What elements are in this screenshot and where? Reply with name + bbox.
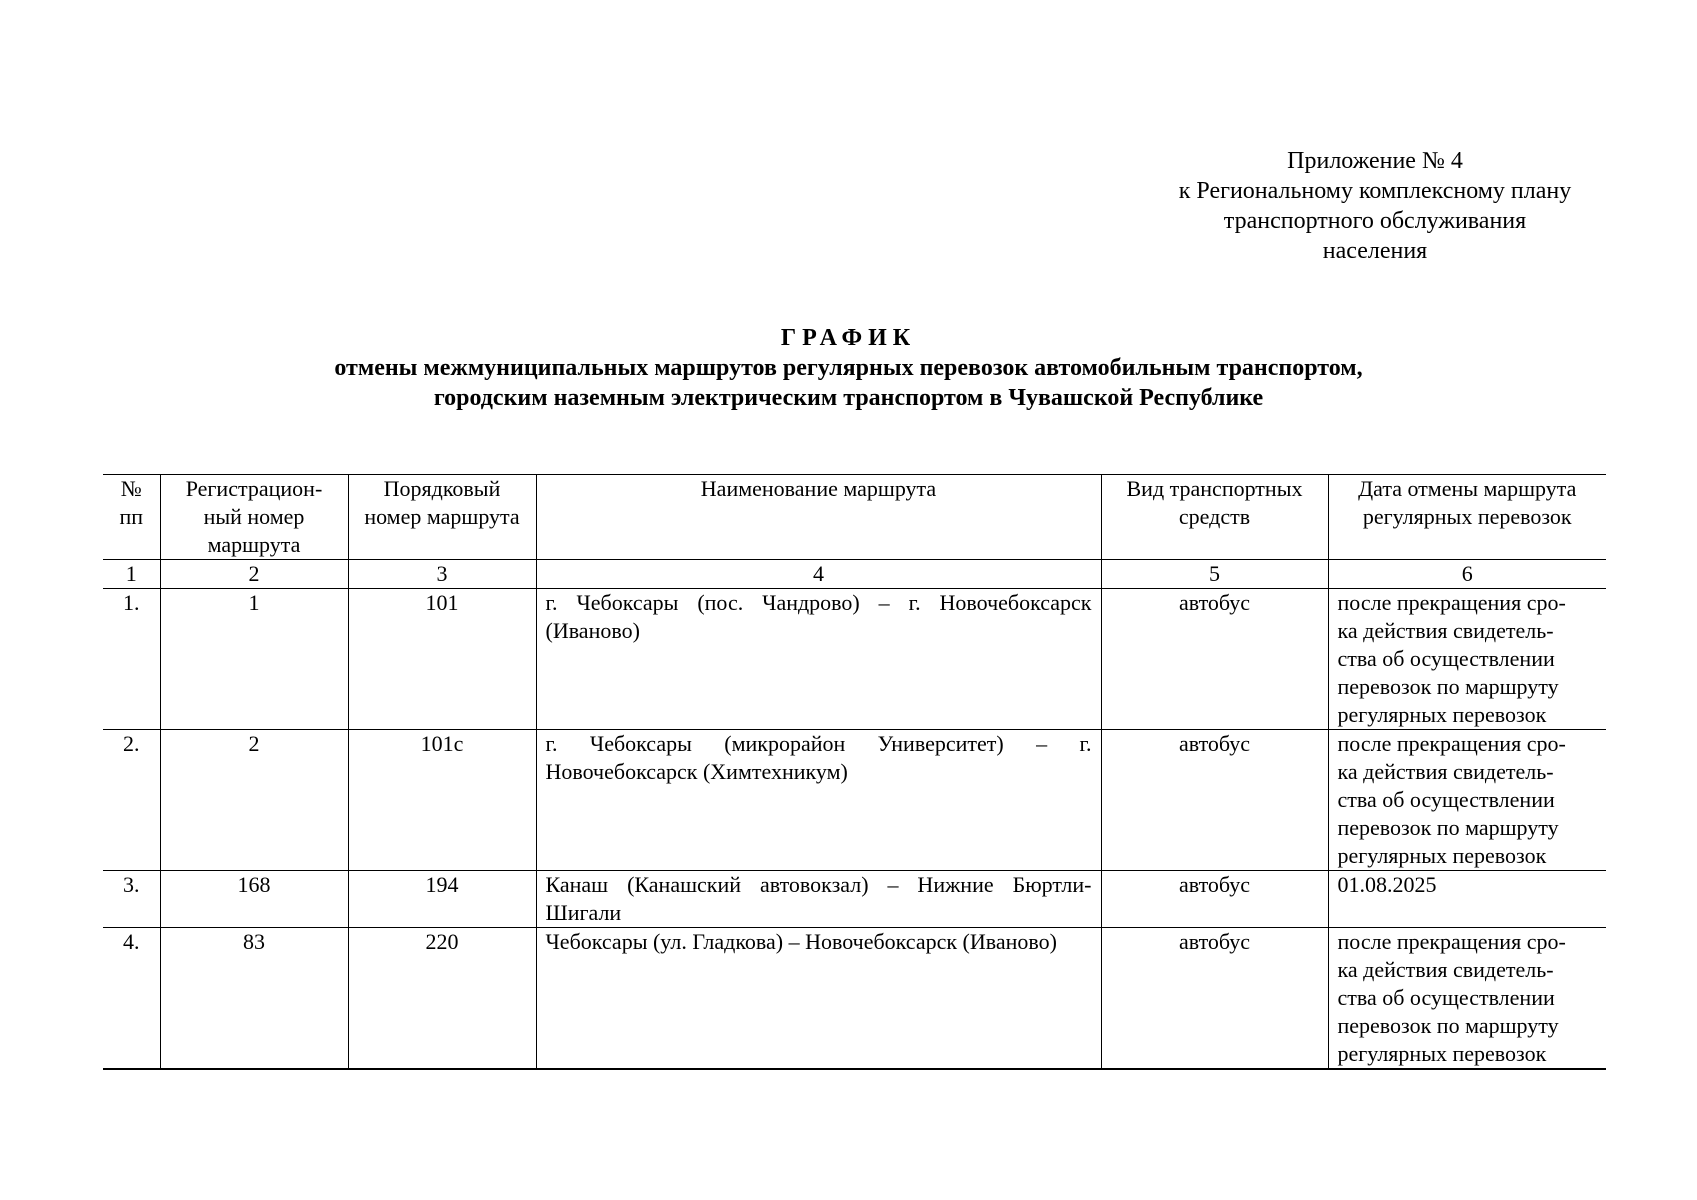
subtitle-line: городским наземным электрическим транспортом в Чувашской Республике bbox=[433, 385, 1264, 411]
column-number-row bbox=[103, 560, 1606, 589]
vehicle-type: автобус bbox=[1101, 928, 1328, 1070]
column-number: 1 bbox=[103, 560, 160, 589]
registration-number: 83 bbox=[160, 928, 348, 1070]
table-row bbox=[103, 730, 1606, 871]
order-number: 220 bbox=[348, 928, 536, 1070]
document-subtitle bbox=[0, 353, 1697, 413]
order-number: 194 bbox=[348, 871, 536, 928]
route-name: г. Чебоксары (микрорайон Университет) – г. Новочебоксарск (Химтехникум) bbox=[536, 730, 1101, 871]
row-number: 2. bbox=[103, 730, 160, 871]
row-number: 3. bbox=[103, 871, 160, 928]
column-number: 5 bbox=[1101, 560, 1328, 589]
appendix-line: к Региональному комплексному плану bbox=[1178, 178, 1572, 204]
route-name: г. Чебоксары (пос. Чандрово) – г. Новочебоксарск (Иваново) bbox=[536, 589, 1101, 730]
order-number: 101с bbox=[348, 730, 536, 871]
registration-number: 1 bbox=[160, 589, 348, 730]
order-number: 101 bbox=[348, 589, 536, 730]
route-name: Канаш (Канашский автовокзал) – Нижние Бюртли-Шигали bbox=[536, 871, 1101, 928]
column-number: 4 bbox=[536, 560, 1101, 589]
header-cell-cancellation-date: Дата отмены маршрута регулярных перевозок bbox=[1328, 475, 1606, 560]
vehicle-type: автобус bbox=[1101, 871, 1328, 928]
header-cell-number: № пп bbox=[103, 475, 160, 560]
row-number: 1. bbox=[103, 589, 160, 730]
column-number: 2 bbox=[160, 560, 348, 589]
cancellation-date: после прекращения сро- ка действия свидетель- ства об осуществлении перевозок по маршруту регулярных перевозок bbox=[1328, 928, 1606, 1070]
vehicle-type: автобус bbox=[1101, 589, 1328, 730]
subtitle-line: отмены межмуниципальных маршрутов регулярных перевозок автомобильным транспортом, bbox=[334, 355, 1363, 381]
document-heading bbox=[0, 323, 1697, 413]
registration-number: 2 bbox=[160, 730, 348, 871]
header-cell-registration-number: Регистрацион-ный номер маршрута bbox=[160, 475, 348, 560]
vehicle-type: автобус bbox=[1101, 730, 1328, 871]
route-name: Чебоксары (ул. Гладкова) – Новочебоксарск (Иваново) bbox=[536, 928, 1101, 1070]
appendix-line: населения bbox=[1322, 238, 1428, 264]
header-cell-route-name: Наименование маршрута bbox=[536, 475, 1101, 560]
appendix-line: Приложение № 4 bbox=[1287, 148, 1463, 174]
table-header-row bbox=[103, 475, 1606, 560]
cancellation-date: после прекращения сро- ка действия свидетель- ства об осуществлении перевозок по маршруту регулярных перевозок bbox=[1328, 730, 1606, 871]
header-cell-vehicle-type: Вид транспортных средств bbox=[1101, 475, 1328, 560]
document-title: ГРАФИК bbox=[780, 325, 917, 351]
appendix-line: транспортного обслуживания bbox=[1223, 208, 1527, 234]
cancellation-date: 01.08.2025 bbox=[1328, 871, 1606, 928]
cancellation-schedule-table bbox=[103, 474, 1606, 1070]
registration-number: 168 bbox=[160, 871, 348, 928]
table-row bbox=[103, 871, 1606, 928]
table-row bbox=[103, 928, 1606, 1070]
header-cell-order-number: Порядковый номер маршрута bbox=[348, 475, 536, 560]
table-row bbox=[103, 589, 1606, 730]
column-number: 6 bbox=[1328, 560, 1606, 589]
cancellation-date: после прекращения сро- ка действия свидетель- ства об осуществлении перевозок по маршруту регулярных перевозок bbox=[1328, 589, 1606, 730]
row-number: 4. bbox=[103, 928, 160, 1070]
column-number: 3 bbox=[348, 560, 536, 589]
appendix-reference bbox=[1110, 146, 1640, 266]
